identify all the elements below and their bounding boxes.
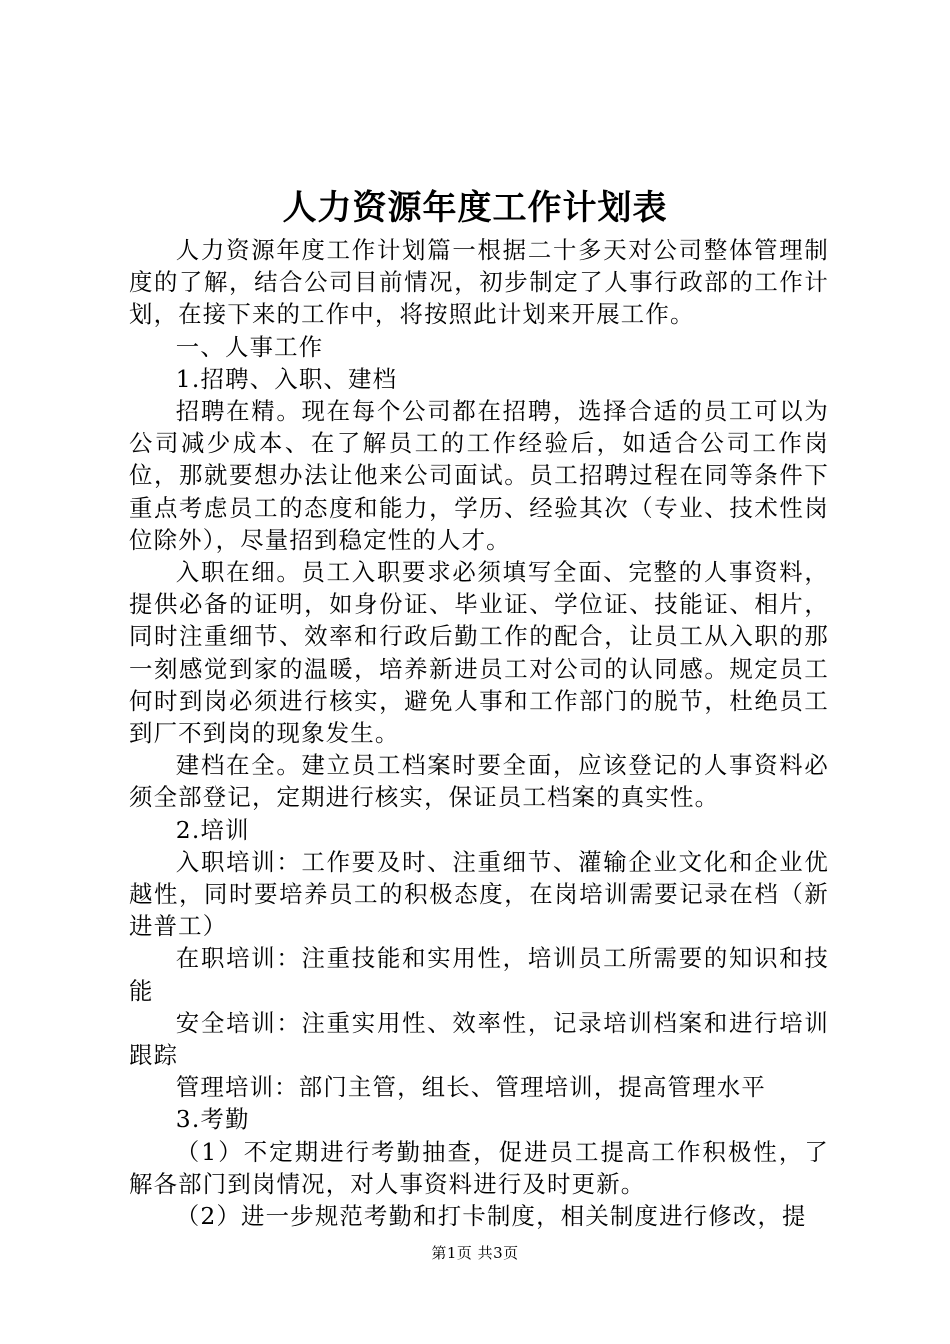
paragraph-recruitment: 招聘在精。现在每个公司都在招聘，选择合适的员工可以为公司减少成本、在了解员工的工作经验后，如适合公司工作岗位，那就要想办法让他来公司面试。员工招聘过程在同等条件下重点考虑员工的态度和能力，学历、经验其次（专业、技术性岗位除外），尽量招到稳定性的人才。 <box>129 397 829 554</box>
paragraph-onboarding: 入职在细。员工入职要求必须填写全面、完整的人事资料，提供必备的证明，如身份证、毕业证、学位证、技能证、相片，同时注重细节、效率和行政后勤工作的配合，让员工从入职的那一刻感觉到家的温暖，培养新进员工对公司的认同感。规定员工何时到岗必须进行核实，避免人事和工作部门的脱节，杜绝员工到厂不到岗的现象发生。 <box>129 558 829 748</box>
section-heading-personnel: 一、人事工作 <box>175 332 324 361</box>
document-title: 人力资源年度工作计划表 <box>282 188 668 228</box>
subheading-training: 2.培训 <box>175 815 250 844</box>
paragraph-archiving: 建档在全。建立员工档案时要全面，应该登记的人事资料必须全部登记，定期进行核实，保证员工档案的真实性。 <box>129 751 829 812</box>
subheading-attendance: 3.考勤 <box>175 1105 250 1134</box>
page-footer: 第1页 共3页 <box>431 1244 519 1262</box>
paragraph-onjob-training: 在职培训：注重技能和实用性，培训员工所需要的知识和技能 <box>129 944 829 1005</box>
subheading-recruitment: 1.招聘、入职、建档 <box>175 364 398 393</box>
paragraph-attendance-1: （1）不定期进行考勤抽查，促进员工提高工作积极性，了解各部门到岗情况，对人事资料进行及时更新。 <box>129 1137 829 1198</box>
paragraph-management-training: 管理培训：部门主管，组长、管理培训，提高管理水平 <box>175 1073 766 1102</box>
paragraph-induction-training: 入职培训：工作要及时、注重细节、灌输企业文化和企业优越性，同时要培养员工的积极态度，在岗培训需要记录在档（新进普工） <box>129 847 829 941</box>
paragraph-safety-training: 安全培训：注重实用性、效率性，记录培训档案和进行培训跟踪 <box>129 1008 829 1070</box>
intro-paragraph: 人力资源年度工作计划篇一根据二十多天对公司整体管理制度的了解，结合公司目前情况，初步制定了人事行政部的工作计划，在接下来的工作中，将按照此计划来开展工作。 <box>129 236 829 329</box>
document-body <box>129 234 829 1232</box>
paragraph-attendance-2: （2）进一步规范考勤和打卡制度，相关制度进行修改，提 <box>175 1202 807 1231</box>
